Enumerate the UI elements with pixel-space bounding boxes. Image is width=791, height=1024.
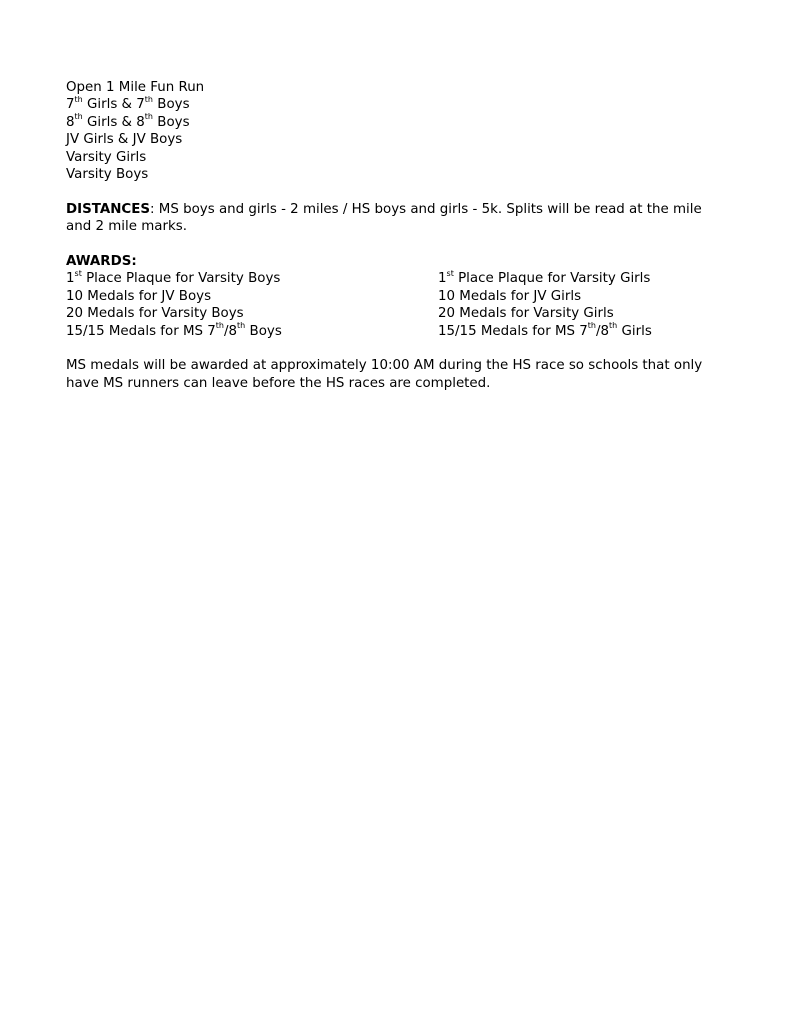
- awards-heading: AWARDS:: [66, 254, 137, 270]
- event-varsity-girls: Varsity Girls: [66, 149, 147, 165]
- event-7th-grade: 7th Girls & 7th Boys: [66, 94, 190, 113]
- award-boys-varsity: 20 Medals for Varsity Boys: [66, 306, 244, 322]
- event-varsity-boys: Varsity Boys: [66, 167, 149, 183]
- distances-paragraph: [66, 201, 731, 236]
- award-boys-jv: 10 Medals for JV Boys: [66, 288, 212, 304]
- award-girls-plaque: 1st Place Plaque for Varsity Girls: [438, 268, 651, 287]
- award-girls-ms: 15/15 Medals for MS 7th/8th Girls: [438, 321, 652, 339]
- medals-note: MS medals will be awarded at approximately 10:00 AM during the HS race so schools that only have MS runners can leave before the HS races are completed.: [66, 358, 703, 391]
- distances-label: DISTANCES: [66, 201, 151, 217]
- event-jv: JV Girls & JV Boys: [66, 132, 183, 148]
- event-8th-grade: 8th Girls & 8th Boys: [66, 112, 190, 130]
- awards-table: [66, 270, 731, 340]
- award-boys-ms: 15/15 Medals for MS 7th/8th Boys: [66, 321, 282, 339]
- distances-text: : MS boys and girls - 2 miles / HS boys and girls - 5k. Splits will be read at the mile and 2 mile marks.: [66, 201, 702, 235]
- award-girls-varsity: 20 Medals for Varsity Girls: [438, 306, 614, 322]
- event-fun-run: Open 1 Mile Fun Run: [66, 80, 205, 95]
- document-page: [66, 79, 731, 392]
- award-girls-jv: 10 Medals for JV Girls: [438, 288, 582, 304]
- award-boys-plaque: 1st Place Plaque for Varsity Boys: [66, 268, 281, 287]
